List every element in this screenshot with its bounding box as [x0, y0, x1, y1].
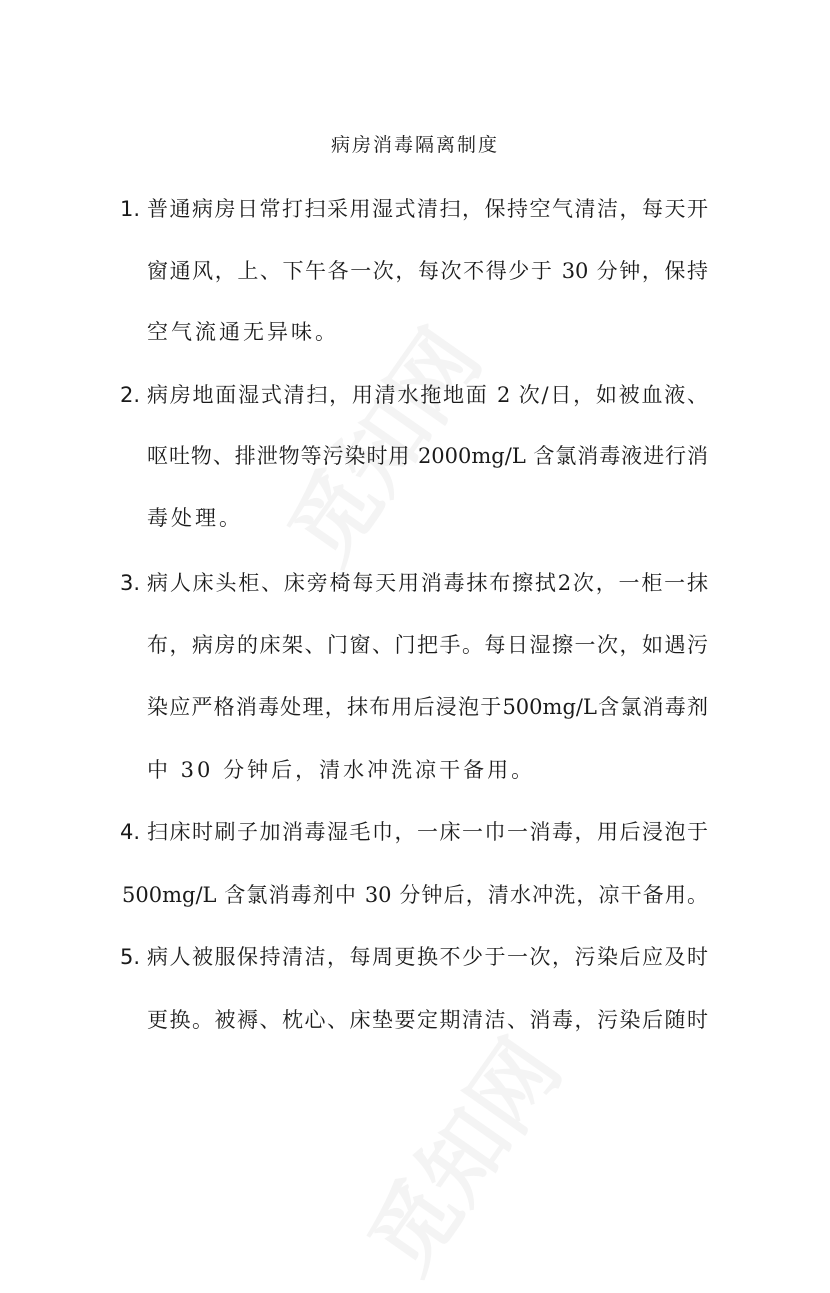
list-item-line: 中 30 分钟后，清水冲洗凉干备用。 — [147, 758, 536, 782]
list-item-line: 普通病房日常打扫采用湿式清扫，保持空气清洁，每天开 — [147, 197, 708, 221]
watermark — [334, 1011, 584, 1293]
list-item-line: 扫床时刷子加消毒湿毛巾，一床一巾一消毒，用后浸泡于 — [147, 820, 708, 844]
list-item-line: 染应严格消毒处理，抹布用后浸泡于500mg/L含氯消毒剂 — [147, 695, 708, 719]
list-item-line: 病房地面湿式清扫，用清水拖地面 2 次/日，如被血液、 — [147, 383, 708, 407]
list-item-number: 3. — [120, 571, 141, 595]
list-item-line: 呕吐物、排泄物等污染时用 2000mg/L 含氯消毒液进行消 — [147, 444, 708, 468]
list-item-number: 5. — [120, 945, 141, 969]
list-item-line: 窗通风，上、下午各一次，每次不得少于 30 分钟，保持 — [147, 259, 708, 283]
list-item-line: 病人床头柜、床旁椅每天用消毒抹布擦拭2次，一柜一抹 — [147, 571, 708, 595]
list-item-number: 4. — [120, 820, 141, 844]
list-item-number: 1. — [120, 197, 141, 221]
list-item-line: 毒处理。 — [147, 506, 243, 530]
list-item-line: 500mg/L 含氯消毒剂中 30 分钟后，清水冲洗，凉干备用。 — [122, 883, 708, 907]
document-title: 病房消毒隔离制度 — [330, 134, 499, 156]
list-item-number: 2. — [120, 383, 141, 407]
list-item-line: 病人被服保持清洁，每周更换不少于一次，污染后应及时 — [147, 945, 708, 969]
list-item-line: 布，病房的床架、门窗、门把手。每日湿擦一次，如遇污 — [147, 633, 708, 657]
list-item-line: 更换。被褥、枕心、床垫要定期清洁、消毒，污染后随时 — [147, 1008, 708, 1032]
list-item-line: 空气流通无异味。 — [147, 320, 339, 344]
